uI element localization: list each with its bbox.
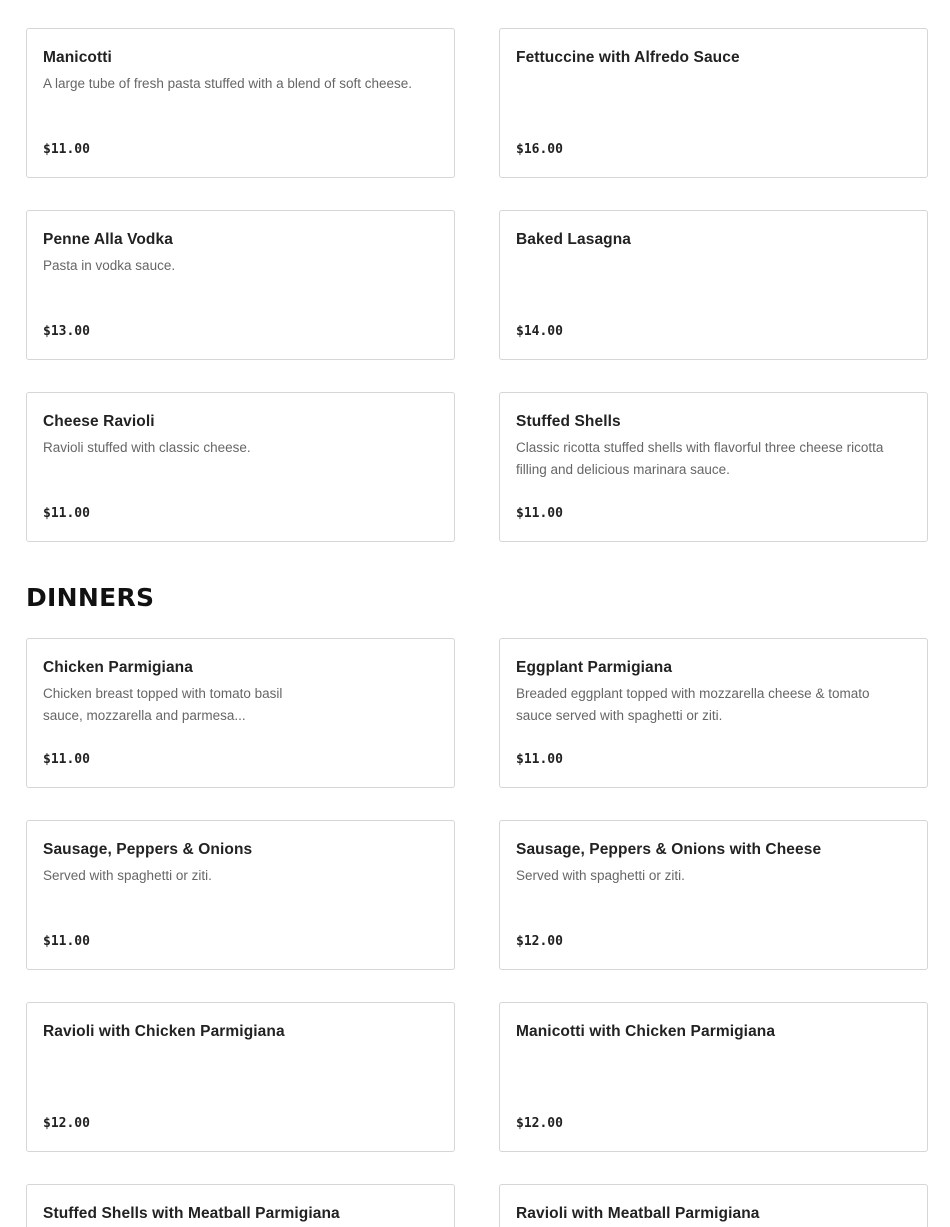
menu-item-price: $11.00 — [43, 142, 90, 157]
menu-item-title: Penne Alla Vodka — [43, 231, 173, 248]
menu-item-card[interactable] — [26, 820, 455, 970]
menu-item-card[interactable] — [26, 638, 455, 788]
menu-item-description: Ravioli stuffed with classic cheese. — [43, 440, 251, 455]
menu-item-title: Stuffed Shells — [516, 413, 621, 430]
menu-item-description: Pasta in vodka sauce. — [43, 258, 176, 273]
menu-item-card[interactable] — [499, 392, 928, 542]
menu-item-price: $11.00 — [516, 752, 563, 767]
menu-item-title: Ravioli with Meatball Parmigiana — [516, 1205, 760, 1222]
menu-item-description: Chicken breast topped with tomato basil sauce, mozzarella and parmesa... — [43, 686, 283, 723]
dinners-menu-grid — [26, 638, 928, 1227]
menu-item-card[interactable] — [26, 210, 455, 360]
menu-item-card[interactable] — [499, 210, 928, 360]
menu-item-card[interactable] — [499, 820, 928, 970]
menu-item-card[interactable] — [499, 638, 928, 788]
menu-item-title: Sausage, Peppers & Onions with Cheese — [516, 841, 822, 858]
menu-item-description: Served with spaghetti or ziti. — [43, 868, 212, 883]
menu-item-price: $11.00 — [43, 934, 90, 949]
menu-item-title: Baked Lasagna — [516, 231, 632, 248]
menu-item-title: Sausage, Peppers & Onions — [43, 841, 253, 858]
menu-item-price: $11.00 — [516, 506, 563, 521]
menu-item-description: Served with spaghetti or ziti. — [516, 868, 685, 883]
menu-item-description: A large tube of fresh pasta stuffed with a blend of soft cheese. — [43, 76, 412, 91]
menu-item-card[interactable] — [26, 1002, 455, 1152]
menu-item-card[interactable] — [499, 28, 928, 178]
menu-item-title: Fettuccine with Alfredo Sauce — [516, 49, 740, 66]
menu-item-price: $14.00 — [516, 324, 563, 339]
menu-item-card[interactable] — [26, 1184, 455, 1227]
menu-item-title: Ravioli with Chicken Parmigiana — [43, 1023, 285, 1040]
menu-item-title: Manicotti — [43, 49, 112, 66]
menu-item-price: $12.00 — [516, 934, 563, 949]
menu-item-card[interactable] — [26, 28, 455, 178]
menu-item-title: Eggplant Parmigiana — [516, 659, 673, 676]
section-heading-dinners: DINNERS — [26, 583, 155, 612]
menu-item-title: Chicken Parmigiana — [43, 659, 193, 676]
menu-item-price: $12.00 — [516, 1116, 563, 1131]
menu-item-description: Breaded eggplant topped with mozzarella cheese & tomato sauce served with spaghetti or ziti. — [516, 686, 870, 723]
menu-item-card[interactable] — [499, 1184, 928, 1227]
menu-item-price: $16.00 — [516, 142, 563, 157]
menu-item-card[interactable] — [26, 392, 455, 542]
menu-item-title: Cheese Ravioli — [43, 413, 155, 430]
menu-item-title: Stuffed Shells with Meatball Parmigiana — [43, 1205, 340, 1222]
menu-item-price: $13.00 — [43, 324, 90, 339]
menu-item-price: $12.00 — [43, 1116, 90, 1131]
menu-item-price: $11.00 — [43, 506, 90, 521]
pasta-menu-grid — [26, 28, 928, 542]
menu-item-card[interactable] — [499, 1002, 928, 1152]
menu-item-price: $11.00 — [43, 752, 90, 767]
menu-item-description: Classic ricotta stuffed shells with flavorful three cheese ricotta filling and delicious marinara sauce. — [516, 440, 884, 477]
menu-item-title: Manicotti with Chicken Parmigiana — [516, 1023, 776, 1040]
